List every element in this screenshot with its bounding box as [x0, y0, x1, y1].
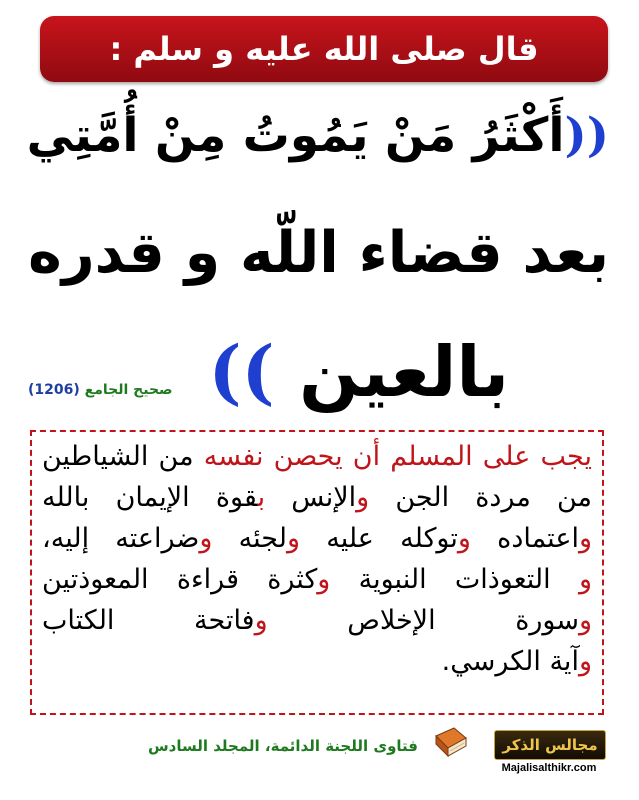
advice-text: آية الكرسي. [441, 646, 579, 677]
advice-text: توكله عليه [300, 523, 458, 554]
advice-text: اعتماده [470, 523, 579, 554]
advice-text: من الشياطين [42, 441, 204, 472]
book-icon [432, 722, 468, 760]
advice-line-5 [42, 600, 592, 641]
advice-text: التعوذات النبوية [330, 564, 579, 595]
advice-highlight: يجب على المسلم أن يحصن نفسه [203, 441, 592, 472]
advice-highlight: و [578, 523, 592, 554]
advice-line-2 [42, 477, 592, 518]
advice-text: الإنس [265, 482, 357, 513]
advice-highlight: و [254, 605, 268, 636]
source-text: صحيح الجامع [84, 382, 173, 398]
advice-highlight: ب [257, 482, 266, 513]
advice-text: سورة الإخلاص [267, 605, 579, 636]
advice-text: فاتحة الكتاب [42, 605, 255, 636]
hadith-line-1-text: أَكْثَرُ مَنْ يَمُوتُ مِنْ أُمَّتِي [26, 108, 565, 163]
advice-line-4 [42, 559, 592, 600]
advice-highlight: و [578, 564, 592, 595]
advice-line-1 [42, 436, 592, 477]
advice-text: كثرة قراءة المعوذتين [42, 564, 318, 595]
advice-highlight: و [199, 523, 213, 554]
close-quote-mark: )) [208, 330, 275, 413]
source-number: (1206) [28, 382, 80, 398]
advice-line-3 [42, 518, 592, 559]
hadith-line-3-text: بالعين [299, 331, 509, 413]
hadith-line-1 [27, 108, 609, 163]
hadith-source [28, 382, 173, 398]
advice-text: ضراعته إليه، [42, 523, 200, 554]
advice-box [30, 430, 604, 715]
hadith-line-2: بعد قضاء اللّه و قدره [28, 220, 609, 286]
advice-highlight: و [578, 605, 592, 636]
hadith-line-3 [208, 330, 509, 413]
header-banner [40, 16, 608, 82]
advice-text: قوة الإيمان بالله [42, 482, 258, 513]
advice-highlight: و [356, 482, 370, 513]
advice-highlight: و [457, 523, 471, 554]
advice-highlight: و [317, 564, 331, 595]
advice-text: لجئه [212, 523, 287, 554]
fatwa-reference: فتاوى اللجنة الدائمة، المجلد السادس [147, 737, 418, 755]
site-logo [494, 730, 606, 760]
advice-text: من مردة الجن [369, 482, 592, 513]
banner-title: قال صلى الله عليه و سلم : [109, 30, 539, 68]
open-quote-mark: (( [564, 108, 609, 163]
logo-text: مجالس الذكر [502, 736, 598, 754]
advice-highlight: و [578, 646, 592, 677]
site-url: Majalisalthikr.com [501, 762, 597, 774]
advice-line-6 [42, 641, 592, 682]
advice-highlight: و [286, 523, 300, 554]
